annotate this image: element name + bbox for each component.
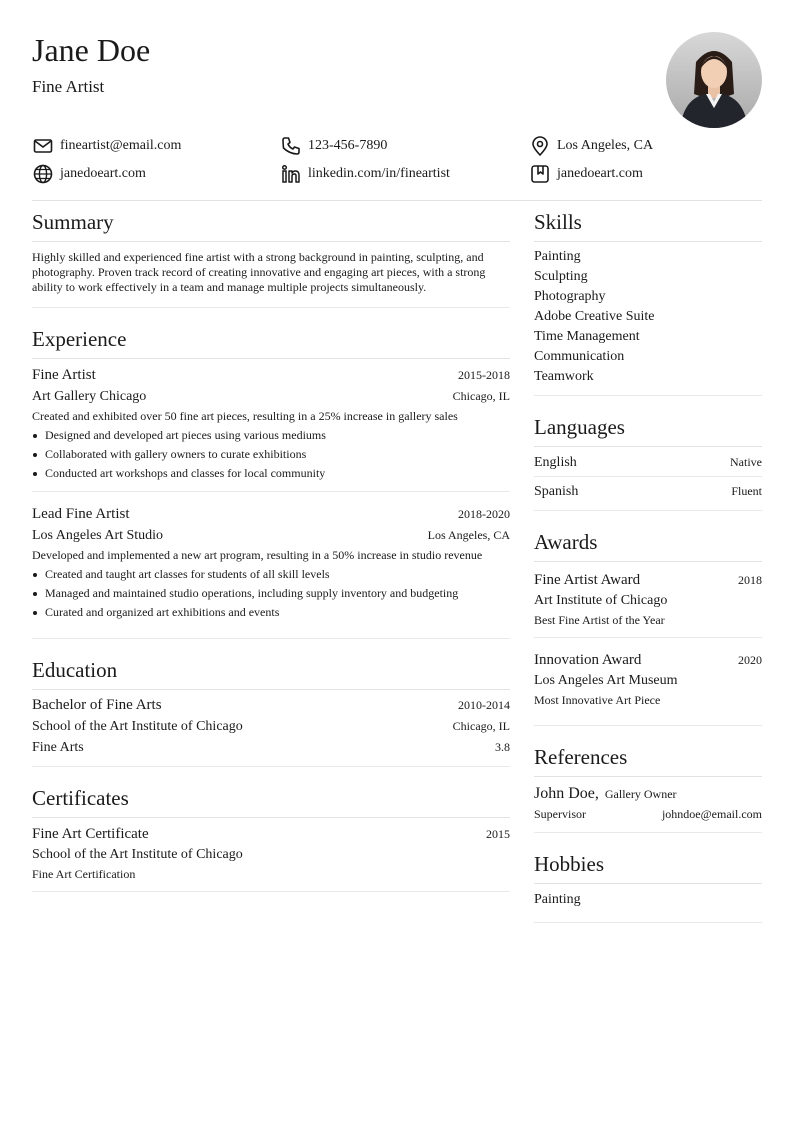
reference-role: Gallery Owner <box>604 787 677 801</box>
award-org: Art Institute of Chicago <box>534 593 668 608</box>
candidate-title: Fine Artist <box>32 77 105 96</box>
section-heading: Hobbies <box>534 843 762 884</box>
linkedin-text: linkedin.com/in/fineartist <box>308 166 450 181</box>
certificates-section <box>32 777 510 892</box>
job-dates: 2018-2020 <box>458 507 510 521</box>
globe-icon <box>32 163 54 185</box>
skill-item: Adobe Creative Suite <box>534 309 655 324</box>
skill-item: Sculpting <box>534 269 588 284</box>
awards-section <box>534 521 762 726</box>
experience-entry <box>32 491 510 630</box>
language-item <box>534 448 762 476</box>
language-level: Fluent <box>731 484 762 498</box>
school-name: School of the Art Institute of Chicago <box>32 719 243 734</box>
award-entry <box>534 568 762 637</box>
gpa-value: 3.8 <box>495 740 510 754</box>
list-item: Collaborated with gallery owners to curate exhibitions <box>32 445 510 464</box>
avatar <box>666 32 762 128</box>
skill-item: Photography <box>534 289 606 304</box>
location-text: Los Angeles, CA <box>557 138 654 153</box>
resume-page <box>32 0 762 1123</box>
section-heading: Skills <box>534 201 762 242</box>
contact-email[interactable] <box>32 134 181 158</box>
job-title: Fine Artist <box>32 367 96 383</box>
section-heading: Summary <box>32 201 510 242</box>
degree-name: Bachelor of Fine Arts <box>32 697 162 713</box>
section-heading: Awards <box>534 521 762 562</box>
contact-phone[interactable] <box>280 134 387 158</box>
certificate-issuer: School of the Art Institute of Chicago <box>32 847 243 862</box>
skills-section <box>534 201 762 396</box>
location-pin-icon <box>529 135 551 157</box>
portfolio-text: janedoeart.com <box>557 166 643 181</box>
experience-section <box>32 318 510 639</box>
reference-relation: Supervisor <box>534 807 586 821</box>
award-desc: Best Fine Artist of the Year <box>534 613 665 627</box>
languages-section <box>534 406 762 511</box>
website-text: janedoeart.com <box>60 166 146 181</box>
section-heading: Experience <box>32 318 510 359</box>
company-name: Los Angeles Art Studio <box>32 528 164 543</box>
job-title: Lead Fine Artist <box>32 506 130 522</box>
phone-icon <box>280 135 302 157</box>
school-location: Chicago, IL <box>452 719 510 733</box>
hobbies-section <box>534 843 762 923</box>
list-item: Curated and organized art exhibitions and events <box>32 603 510 622</box>
language-item <box>534 476 762 505</box>
phone-text: 123-456-7890 <box>308 138 388 153</box>
skill-item: Communication <box>534 349 625 364</box>
award-org: Los Angeles Art Museum <box>534 673 678 688</box>
certificate-name: Fine Art Certificate <box>32 826 149 842</box>
job-description: Created and exhibited over 50 fine art pieces, resulting in a 25% increase in gallery sales <box>32 409 458 423</box>
education-dates: 2010-2014 <box>458 698 510 712</box>
contact-location <box>529 134 653 158</box>
section-heading: Languages <box>534 406 762 447</box>
contact-portfolio[interactable] <box>529 162 643 186</box>
references-section <box>534 736 762 833</box>
section-heading: References <box>534 736 762 777</box>
right-column <box>534 201 762 923</box>
candidate-name: Jane Doe <box>32 32 151 68</box>
job-location: Los Angeles, CA <box>427 528 510 542</box>
skill-item: Teamwork <box>534 369 594 384</box>
job-location: Chicago, IL <box>452 389 510 403</box>
job-bullets <box>32 565 510 622</box>
email-text: fineartist@email.com <box>60 138 182 153</box>
certificate-description: Fine Art Certification <box>32 867 136 881</box>
contact-linkedin[interactable] <box>280 162 450 186</box>
language-name: English <box>534 455 577 470</box>
contact-website[interactable] <box>32 162 146 186</box>
bookmark-icon <box>529 163 551 185</box>
skill-item: Painting <box>534 249 581 264</box>
company-name: Art Gallery Chicago <box>32 389 147 404</box>
language-name: Spanish <box>534 484 579 499</box>
certificate-year: 2015 <box>486 827 510 841</box>
list-item: Designed and developed art pieces using various mediums <box>32 426 510 445</box>
award-entry <box>534 637 762 717</box>
job-dates: 2015-2018 <box>458 368 510 382</box>
section-heading: Certificates <box>32 777 510 818</box>
left-column <box>32 201 510 892</box>
award-year: 2018 <box>738 573 762 587</box>
language-level: Native <box>730 455 762 469</box>
list-item: Created and taught art classes for students of all skill levels <box>32 565 510 584</box>
list-item: Conducted art workshops and classes for local community <box>32 464 510 483</box>
summary-text: Highly skilled and experienced fine artist with a strong background in painting, sculpting, and photography. Proven track record of creating innovative and engaging art pieces, with a strong ability to work effectively in a team and manage multiple projects simultaneously. <box>32 250 486 294</box>
award-title: Fine Artist Award <box>534 572 641 588</box>
hobby-item: Painting <box>534 892 581 907</box>
summary-section <box>32 201 510 308</box>
experience-entry <box>32 363 510 491</box>
award-desc: Most Innovative Art Piece <box>534 693 661 707</box>
job-description: Developed and implemented a new art program, resulting in a 50% increase in studio revenue <box>32 548 483 562</box>
profile-photo <box>666 32 762 128</box>
reference-name: John Doe, <box>534 785 599 802</box>
reference-email[interactable]: johndoe@email.com <box>661 807 762 821</box>
skill-item: Time Management <box>534 329 640 344</box>
job-bullets <box>32 426 510 483</box>
section-heading: Education <box>32 649 510 690</box>
mail-icon <box>32 135 54 157</box>
award-year: 2020 <box>738 653 762 667</box>
award-title: Innovation Award <box>534 652 642 668</box>
field-of-study: Fine Arts <box>32 740 84 755</box>
list-item: Managed and maintained studio operations, including supply inventory and budgeting <box>32 584 510 603</box>
linkedin-icon <box>280 163 302 185</box>
education-section <box>32 649 510 767</box>
